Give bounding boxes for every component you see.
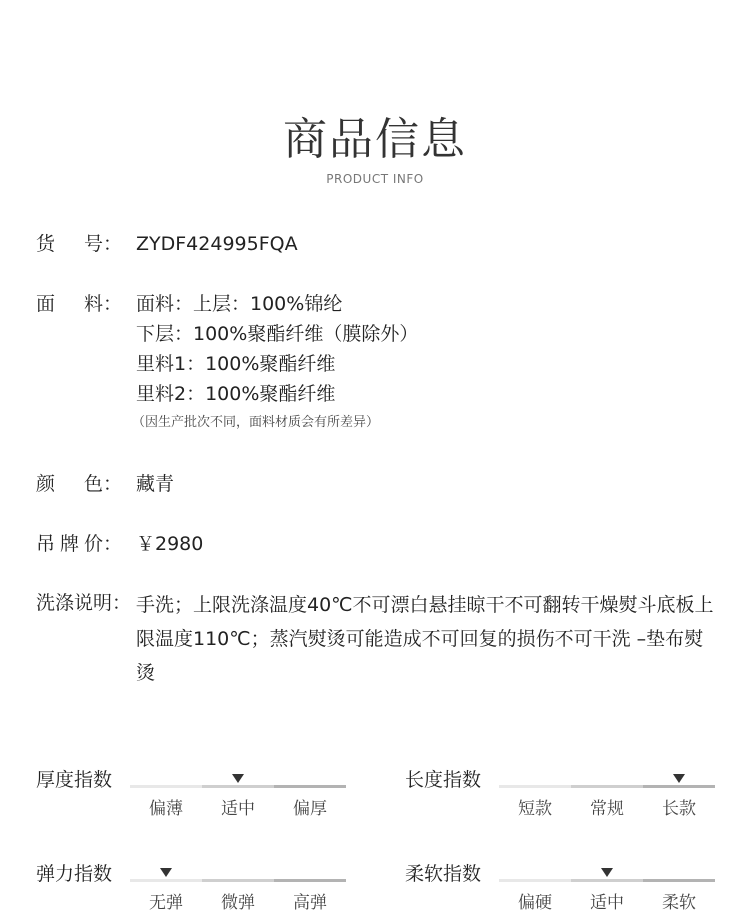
index-scale xyxy=(499,860,715,920)
section-title: 商品信息 xyxy=(283,114,467,165)
sku-label: 货 号： xyxy=(36,233,122,255)
index-option: 短款 xyxy=(518,799,552,819)
index-marker-icon xyxy=(160,868,172,877)
fabric-line: 里料2：100%聚酯纤维 xyxy=(136,383,336,405)
index-option: 长款 xyxy=(662,799,696,819)
color-label: 颜 色： xyxy=(36,473,122,495)
fabric-line: 里料1：100%聚酯纤维 xyxy=(136,353,336,375)
wash-label: 洗涤说明： xyxy=(36,592,132,614)
section-header xyxy=(0,112,750,186)
index-option: 高弹 xyxy=(293,893,327,913)
index-marker-icon xyxy=(601,868,613,877)
fabric-line: 面料：上层：100%锦纶 xyxy=(136,293,343,315)
price-value: ￥2980 xyxy=(136,533,204,555)
color-value: 藏青 xyxy=(136,473,175,495)
fabric-line: 下层：100%聚酯纤维（膜除外） xyxy=(136,323,419,345)
index-label: 弹力指数 xyxy=(36,863,113,885)
index-scale xyxy=(130,860,346,920)
index-marker-icon xyxy=(232,774,244,783)
wash-value: 手洗；上限洗涤温度40℃不可漂白悬挂晾干不可翻转干燥熨斗底板上限温度110℃；蒸汽熨烫可能造成不可回复的损伤不可干洗 –垫布熨烫 xyxy=(136,594,714,684)
index-option: 偏厚 xyxy=(293,799,327,819)
index-option: 适中 xyxy=(590,893,624,913)
sku-value: ZYDF424995FQA xyxy=(136,233,298,255)
index-marker-icon xyxy=(673,774,685,783)
index-label: 柔软指数 xyxy=(405,863,482,885)
fabric-label: 面 料： xyxy=(36,293,122,315)
section-subtitle: PRODUCT INFO xyxy=(326,172,424,186)
index-scale xyxy=(499,766,715,826)
index-option: 柔软 xyxy=(662,893,696,913)
index-option: 偏硬 xyxy=(518,893,552,913)
index-label: 长度指数 xyxy=(405,769,482,791)
index-option: 适中 xyxy=(221,799,255,819)
index-option: 常规 xyxy=(590,799,624,819)
index-option: 微弹 xyxy=(221,893,255,913)
index-option: 无弹 xyxy=(149,893,183,913)
index-label: 厚度指数 xyxy=(36,769,113,791)
price-label: 吊 牌 价： xyxy=(36,533,122,555)
index-scale xyxy=(130,766,346,826)
index-option: 偏薄 xyxy=(149,799,183,819)
fabric-note: （因生产批次不同，面料材质会有所差异） xyxy=(132,415,380,430)
fabric-value xyxy=(132,289,419,435)
